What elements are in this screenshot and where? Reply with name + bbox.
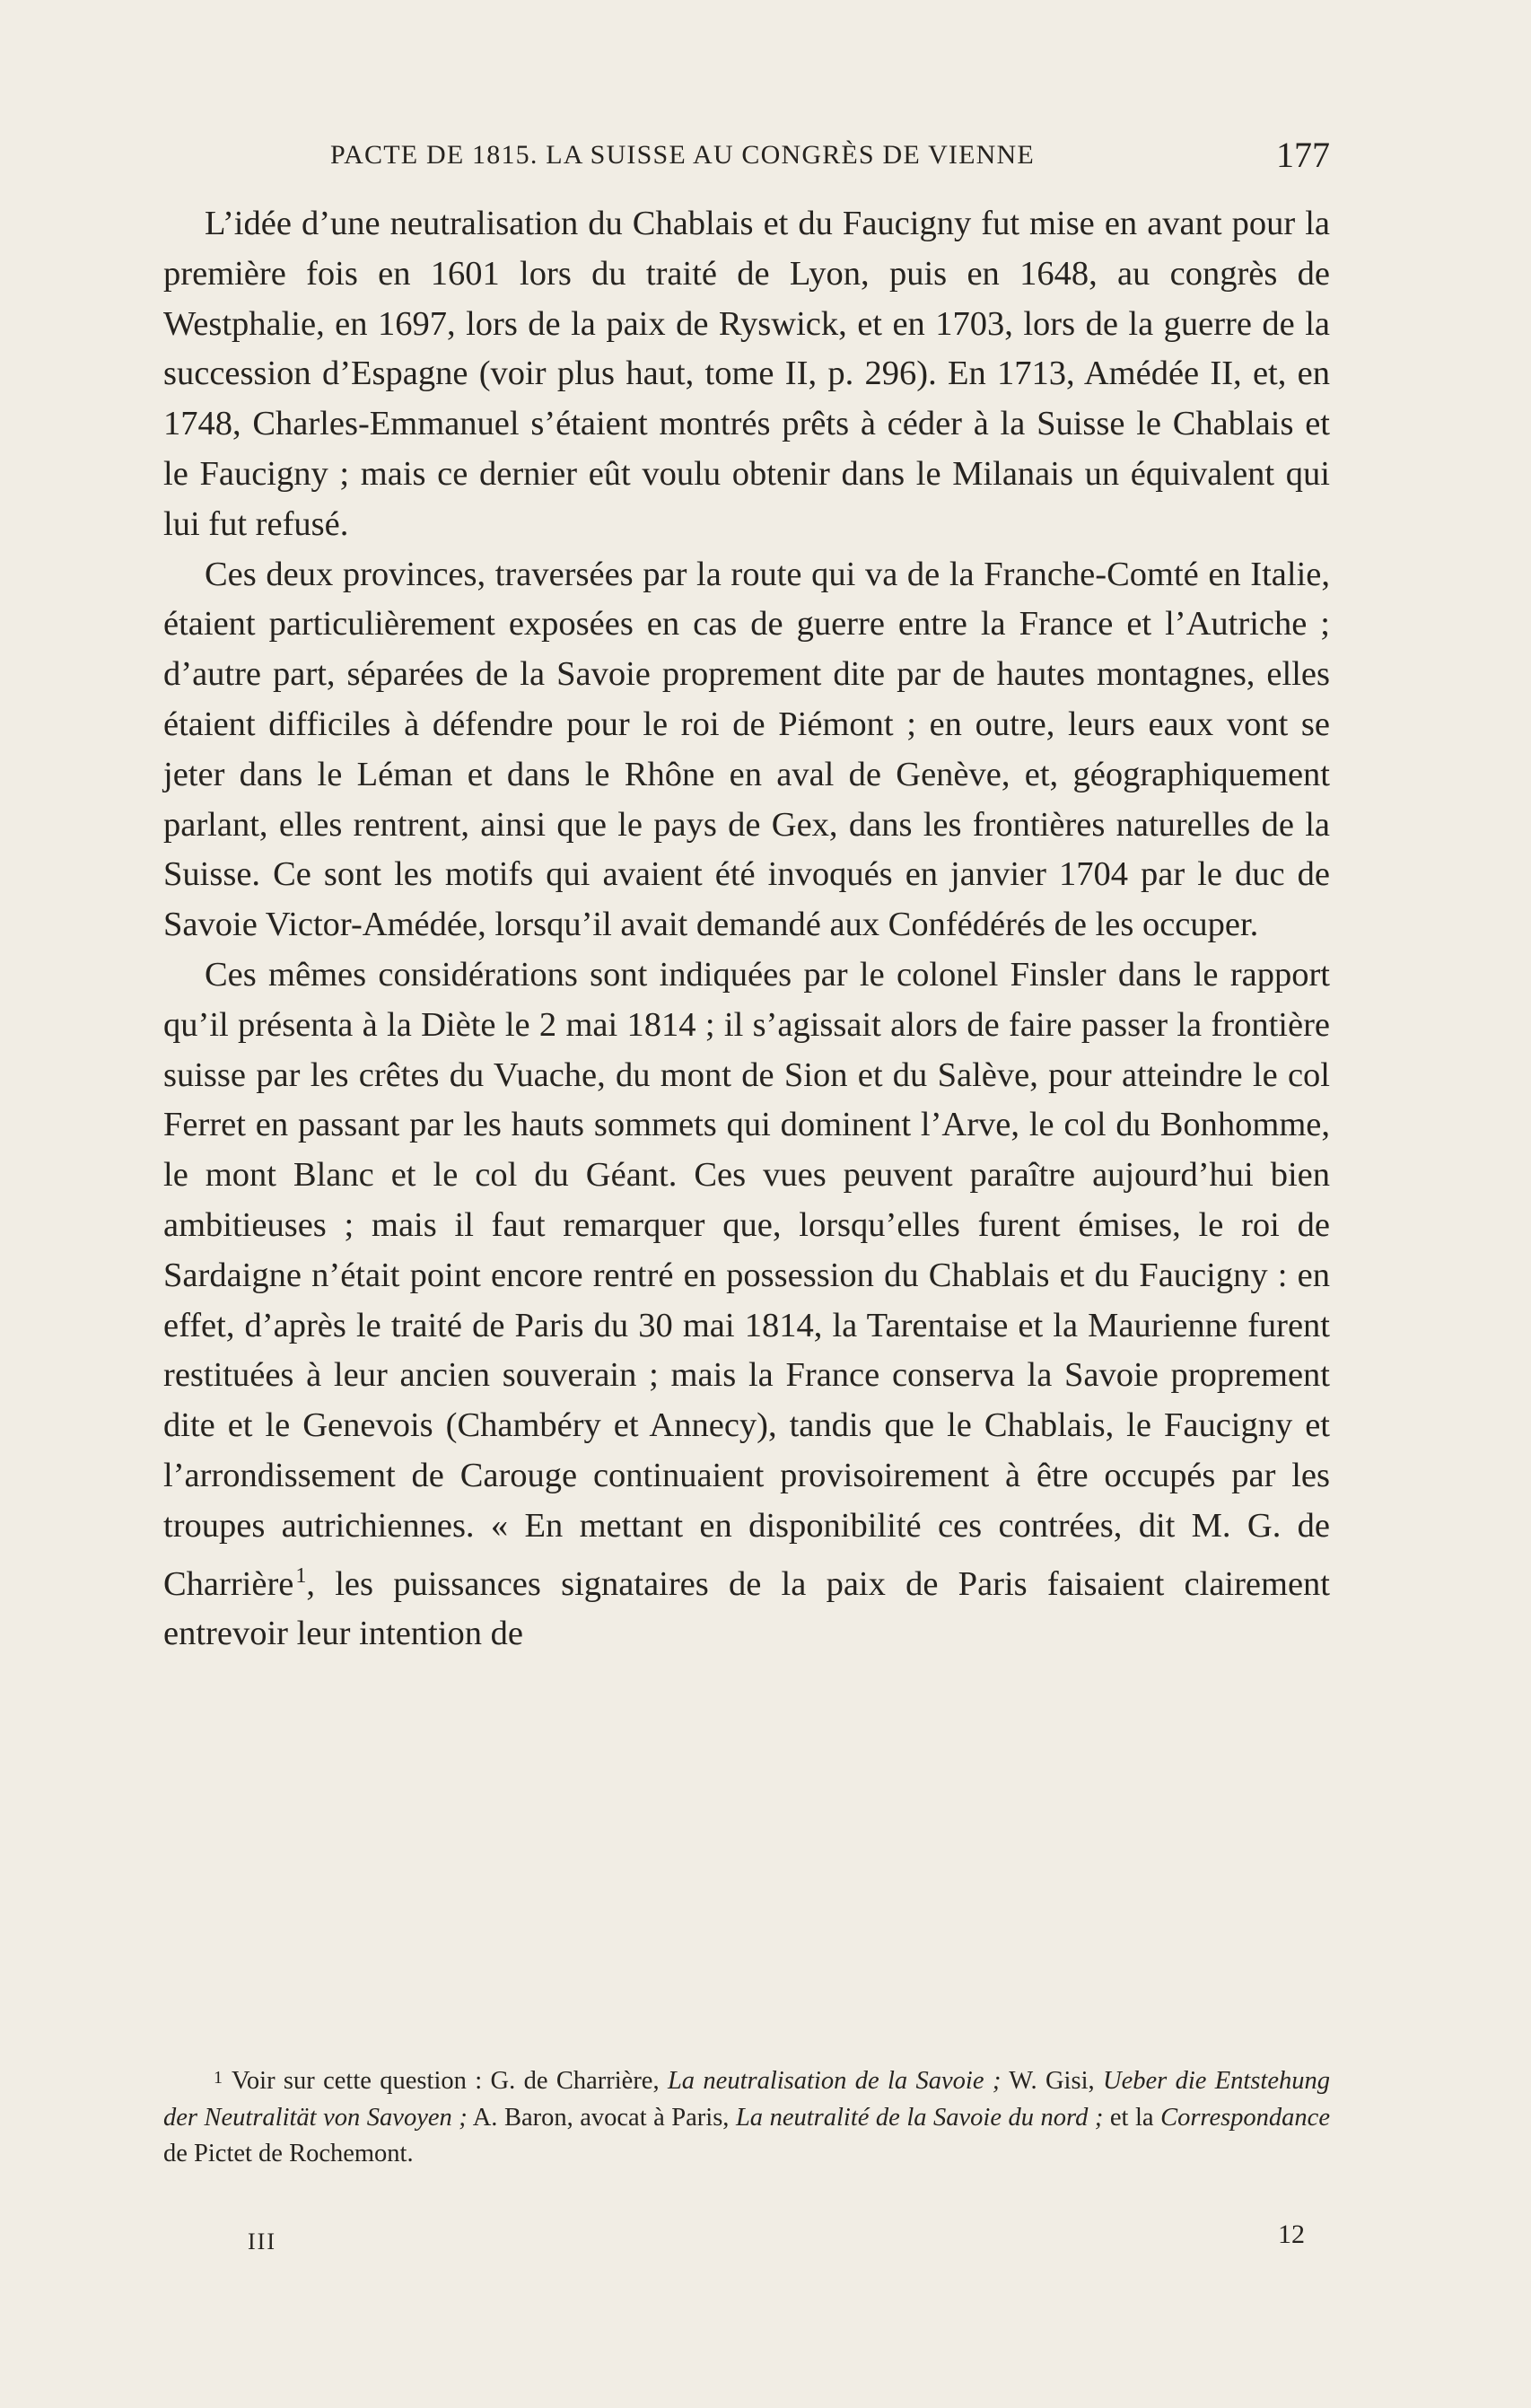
paragraph-2: Ces deux provinces, traversées par la route qui va de la Franche-Comté en Italie, étaient particulièrement exposées en cas de guerre entre la France et l’Autriche ; d’autre part, séparées de la Savoie proprement dite par de hautes montagnes, elles étaient difficiles à défendre pour le roi de Piémont ; en outre, leurs eaux vont se jeter dans le Léman et dans le Rhône en aval de Genève, et, géographiquement parlant, elles rentrent, ainsi que le pays de Gex, dans les frontières naturelles de la Suisse. Ce sont les motifs qui avaient été invoqués en janvier 1704 par le duc de Savoie Victor-Amédée, lorsqu’il avait demandé aux Confédérés de les occuper. — [163, 555, 1330, 944]
footnote-1 — [163, 2060, 1330, 2173]
page-number: 177 — [1276, 135, 1330, 175]
footnote-text: W. Gisi, — [1001, 2067, 1103, 2095]
running-head — [163, 133, 1330, 178]
paragraph-3-text: Ces mêmes considérations sont indiquées par le colonel Finsler dans le rapport qu’il présenta à la Diète le 2 mai 1814 ; il s’agissait alors de faire passer la frontière suisse par les crêtes du Vuache, du mont de Sion et du Salève, pour atteindre le col Ferret en passant par les hauts sommets qui dominent l’Arve, le col du Bonhomme, le mont Blanc et le col du Géant. Ces vues peuvent paraître aujourd’hui bien ambitieuses ; mais il faut remarquer que, lorsqu’elles furent émises, le roi de Sardaigne n’était point encore rentré en possession du Chablais et du Faucigny : en effet, d’après le traité de Paris du 30 mai 1814, la Tarentaise et la Maurienne furent restituées à leur ancien souverain ; mais la France conserva la Savoie proprement dite et le Genevois (Chambéry et Annecy), tandis que le Chablais, le Faucigny et l’arrondissement de Carouge continuaient provisoirement à être occupés par les troupes autrichiennes. « En mettant en disponibilité ces contrées, dit M. G. de Charrière — [163, 955, 1330, 1603]
footnote-text: Voir sur cette question : G. de Charrière, — [232, 2067, 668, 2095]
paragraph-1: L’idée d’une neutralisation du Chablais et du Faucigny fut mise en avant pour la première fois en 1601 lors du traité de Lyon, puis en 1648, au congrès de Westphalie, en 1697, lors de la paix de Ryswick, et en 1703, lors de la guerre de la succession d’Espagne (voir plus haut, tome II, p. 296). En 1713, Amédée II, et, en 1748, Charles-Emmanuel s’étaient montrés prêts à céder à la Suisse le Chablais et le Faucigny ; mais ce dernier eût voulu obtenir dans le Milanais un équivalent qui lui fut refusé. — [163, 205, 1330, 543]
footnote-reference: 1 — [295, 1563, 307, 1588]
footnote-marker: 1 — [214, 2068, 223, 2088]
footnote-text: de Pictet de Rochemont. — [163, 2140, 414, 2167]
footnote-title: La neutralité de la Savoie du nord ; — [735, 2103, 1104, 2132]
footnote-text: A. Baron, avocat à Paris, — [467, 2103, 736, 2132]
footnote-text: et la — [1103, 2103, 1161, 2132]
footnote-title: La neutralisation de la Savoie ; — [667, 2067, 1002, 2095]
footnotes — [163, 2060, 1330, 2173]
footnote-title: Correspondance — [1160, 2103, 1330, 2132]
body-text — [163, 199, 1330, 1659]
sheet-number: 12 — [1278, 2220, 1305, 2249]
volume-signature: III — [248, 2228, 276, 2255]
footnote-title: Ueber die Entstehung der Neutralität von Savoyen ; — [163, 2067, 1330, 2132]
running-title: PACTE DE 1815. LA SUISSE AU CONGRÈS DE VIENNE — [330, 140, 1035, 170]
paragraph-3 — [163, 950, 1330, 1659]
book-page — [163, 0, 1330, 2408]
paragraph-3-end: , les puissances signataires de la paix de Paris faisaient clairement entrevoir leur intention de — [163, 1564, 1330, 1653]
